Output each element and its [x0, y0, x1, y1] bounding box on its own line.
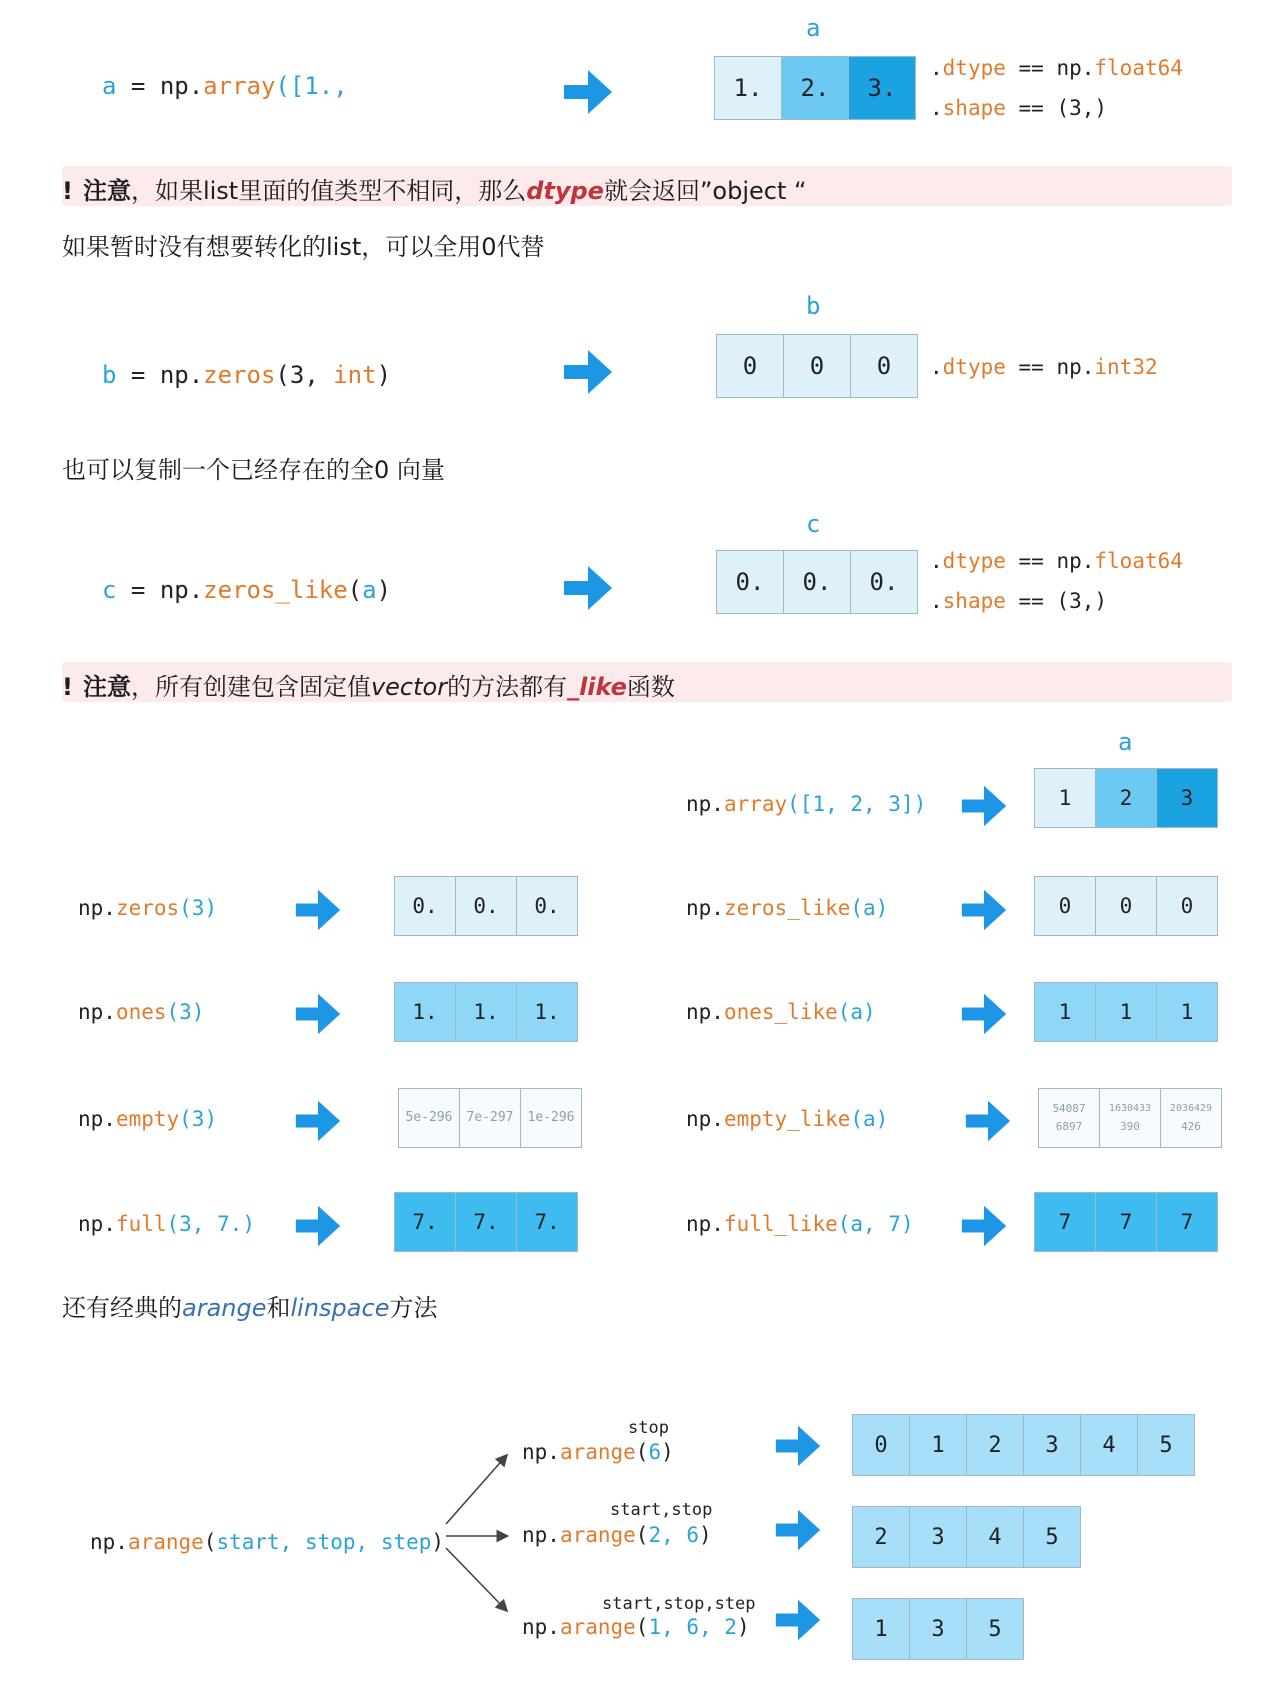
code-arange-1-6-2: np.arange(1, 6, 2) — [522, 1615, 750, 1639]
right-arrow-icon — [960, 886, 1008, 934]
code-arange-signature: np.arange(start, stop, step) — [90, 1530, 445, 1554]
array-cell: 1. — [394, 982, 456, 1042]
array-label-b: b — [806, 292, 821, 320]
array-cell: 1 — [852, 1598, 910, 1660]
cell-line: 54087 — [1052, 1102, 1086, 1115]
array-cell: 7 — [1156, 1192, 1218, 1252]
array-cell: 7. — [455, 1192, 517, 1252]
array-cell: 5 — [966, 1598, 1024, 1660]
param-label-stop: stop — [628, 1418, 669, 1438]
code-ones-like: np.ones_like(a) — [686, 1000, 876, 1024]
code-empty: np.empty(3) — [78, 1107, 218, 1131]
array-c — [716, 550, 918, 614]
array-cell: 1 — [1034, 982, 1096, 1042]
array-cell: 7 — [1095, 1192, 1157, 1252]
array-cell: 0 — [716, 334, 784, 398]
right-arrow-icon — [294, 1097, 342, 1145]
paragraph-copy: 也可以复制一个已经存在的全0 向量 — [62, 456, 445, 484]
array-cell — [1099, 1088, 1161, 1148]
array-ref-a — [1034, 768, 1218, 828]
array-cell: 0. — [783, 550, 851, 614]
array-cell: 7e-297 — [459, 1088, 521, 1148]
array-cell: 2 — [1095, 768, 1157, 828]
array-cell: 0. — [455, 876, 517, 936]
right-arrow-icon — [562, 346, 614, 398]
code-zeros-like-c: c = np.zeros_like(a) — [102, 576, 392, 604]
array-full — [394, 1192, 578, 1252]
array-ones — [394, 982, 578, 1042]
array-zeros-like — [1034, 876, 1218, 936]
array-cell: 7. — [516, 1192, 578, 1252]
array-cell: 0 — [1095, 876, 1157, 936]
array-cell: 0 — [783, 334, 851, 398]
array-cell: 1 — [1095, 982, 1157, 1042]
array-label-a: a — [806, 14, 821, 42]
right-arrow-icon — [964, 1097, 1012, 1145]
code-empty-like: np.empty_like(a) — [686, 1107, 889, 1131]
array-cell: 1. — [516, 982, 578, 1042]
array-cell: 5 — [1023, 1506, 1081, 1568]
paragraph-zeros: 如果暂时没有想要转化的list，可以全用0代替 — [62, 233, 545, 261]
array-cell: 1e-296 — [520, 1088, 582, 1148]
right-arrow-icon — [294, 990, 342, 1038]
array-cell: 1. — [455, 982, 517, 1042]
array-cell: 2. — [781, 56, 849, 120]
array-empty-like — [1038, 1088, 1222, 1148]
code-full-like: np.full_like(a, 7) — [686, 1212, 914, 1236]
right-arrow-icon — [960, 1202, 1008, 1250]
right-arrow-icon — [774, 1596, 822, 1644]
code-arange-6: np.arange(6) — [522, 1440, 674, 1464]
array-cell: 4 — [1080, 1414, 1138, 1476]
dtype-line-b: .dtype == np.int32 — [930, 355, 1158, 379]
array-cell: 0 — [850, 334, 918, 398]
code-arange-2-6: np.arange(2, 6) — [522, 1523, 712, 1547]
code-full: np.full(3, 7.) — [78, 1212, 256, 1236]
array-cell: 3 — [909, 1598, 967, 1660]
array-cell: 0 — [1034, 876, 1096, 936]
array-cell: 1 — [909, 1414, 967, 1476]
array-cell: 1 — [1156, 982, 1218, 1042]
array-ones-like — [1034, 982, 1218, 1042]
array-cell: 5 — [1137, 1414, 1195, 1476]
cell-line: 2036429 — [1169, 1103, 1213, 1114]
array-cell: 4 — [966, 1506, 1024, 1568]
code-zeros-like: np.zeros_like(a) — [686, 896, 889, 920]
code-zeros: np.zeros(3) — [78, 896, 218, 920]
right-arrow-icon — [294, 1202, 342, 1250]
paragraph-arange: 还有经典的arange和linspace方法 — [62, 1294, 438, 1322]
array-cell — [1160, 1088, 1222, 1148]
array-cell: 0. — [850, 550, 918, 614]
array-cell: 7. — [394, 1192, 456, 1252]
array-zeros — [394, 876, 578, 936]
array-cell: 0. — [516, 876, 578, 936]
array-arange-1-6-2 — [852, 1598, 1024, 1660]
right-arrow-icon — [960, 782, 1008, 830]
array-b — [716, 334, 918, 398]
shape-line-a: .shape == (3,) — [930, 96, 1108, 120]
array-cell: 3 — [1023, 1414, 1081, 1476]
array-cell — [1038, 1088, 1100, 1148]
array-cell: 7 — [1034, 1192, 1096, 1252]
right-arrow-icon — [774, 1422, 822, 1470]
dtype-line-a: .dtype == np.float64 — [930, 56, 1183, 80]
cell-line: 390 — [1120, 1120, 1140, 1133]
shape-line-c: .shape == (3,) — [930, 589, 1108, 613]
code-array-ref: np.array([1, 2, 3]) — [686, 792, 927, 816]
array-label-a-grid: a — [1118, 728, 1133, 756]
param-label-start-stop: start,stop — [610, 1500, 713, 1520]
note-text-2: ! 注意，所有创建包含固定值vector的方法都有_like函数 — [62, 673, 675, 701]
param-label-start-stop-step: start,stop,step — [602, 1594, 756, 1614]
array-cell: 0. — [716, 550, 784, 614]
array-cell: 1 — [1034, 768, 1096, 828]
note-text-1: ! 注意，如果list里面的值类型不相同，那么dtype就会返回”object “ — [62, 177, 807, 205]
array-cell: 5e-296 — [398, 1088, 460, 1148]
array-cell: 3 — [1156, 768, 1218, 828]
branch-arrows — [440, 1440, 520, 1620]
code-ones: np.ones(3) — [78, 1000, 205, 1024]
array-cell: 0. — [394, 876, 456, 936]
array-label-c: c — [806, 510, 821, 538]
right-arrow-icon — [294, 886, 342, 934]
cell-line: 426 — [1181, 1120, 1201, 1133]
array-cell: 0 — [852, 1414, 910, 1476]
right-arrow-icon — [562, 66, 614, 118]
cell-line: 6897 — [1055, 1120, 1083, 1133]
array-cell: 3 — [909, 1506, 967, 1568]
array-cell: 2 — [852, 1506, 910, 1568]
array-cell: 3. — [848, 56, 916, 120]
array-cell: 0 — [1156, 876, 1218, 936]
cell-line: 1630433 — [1108, 1103, 1152, 1114]
array-cell: 1. — [714, 56, 782, 120]
array-full-like — [1034, 1192, 1218, 1252]
code-zeros-b: b = np.zeros(3, int) — [102, 361, 392, 389]
right-arrow-icon — [774, 1506, 822, 1554]
array-cell: 2 — [966, 1414, 1024, 1476]
right-arrow-icon — [960, 990, 1008, 1038]
dtype-line-c: .dtype == np.float64 — [930, 549, 1183, 573]
code-array-a: a = np.array([1., — [102, 72, 348, 100]
array-arange-6 — [852, 1414, 1195, 1476]
array-arange-2-6 — [852, 1506, 1081, 1568]
array-empty — [398, 1088, 582, 1148]
array-a — [714, 56, 916, 120]
right-arrow-icon — [562, 562, 614, 614]
